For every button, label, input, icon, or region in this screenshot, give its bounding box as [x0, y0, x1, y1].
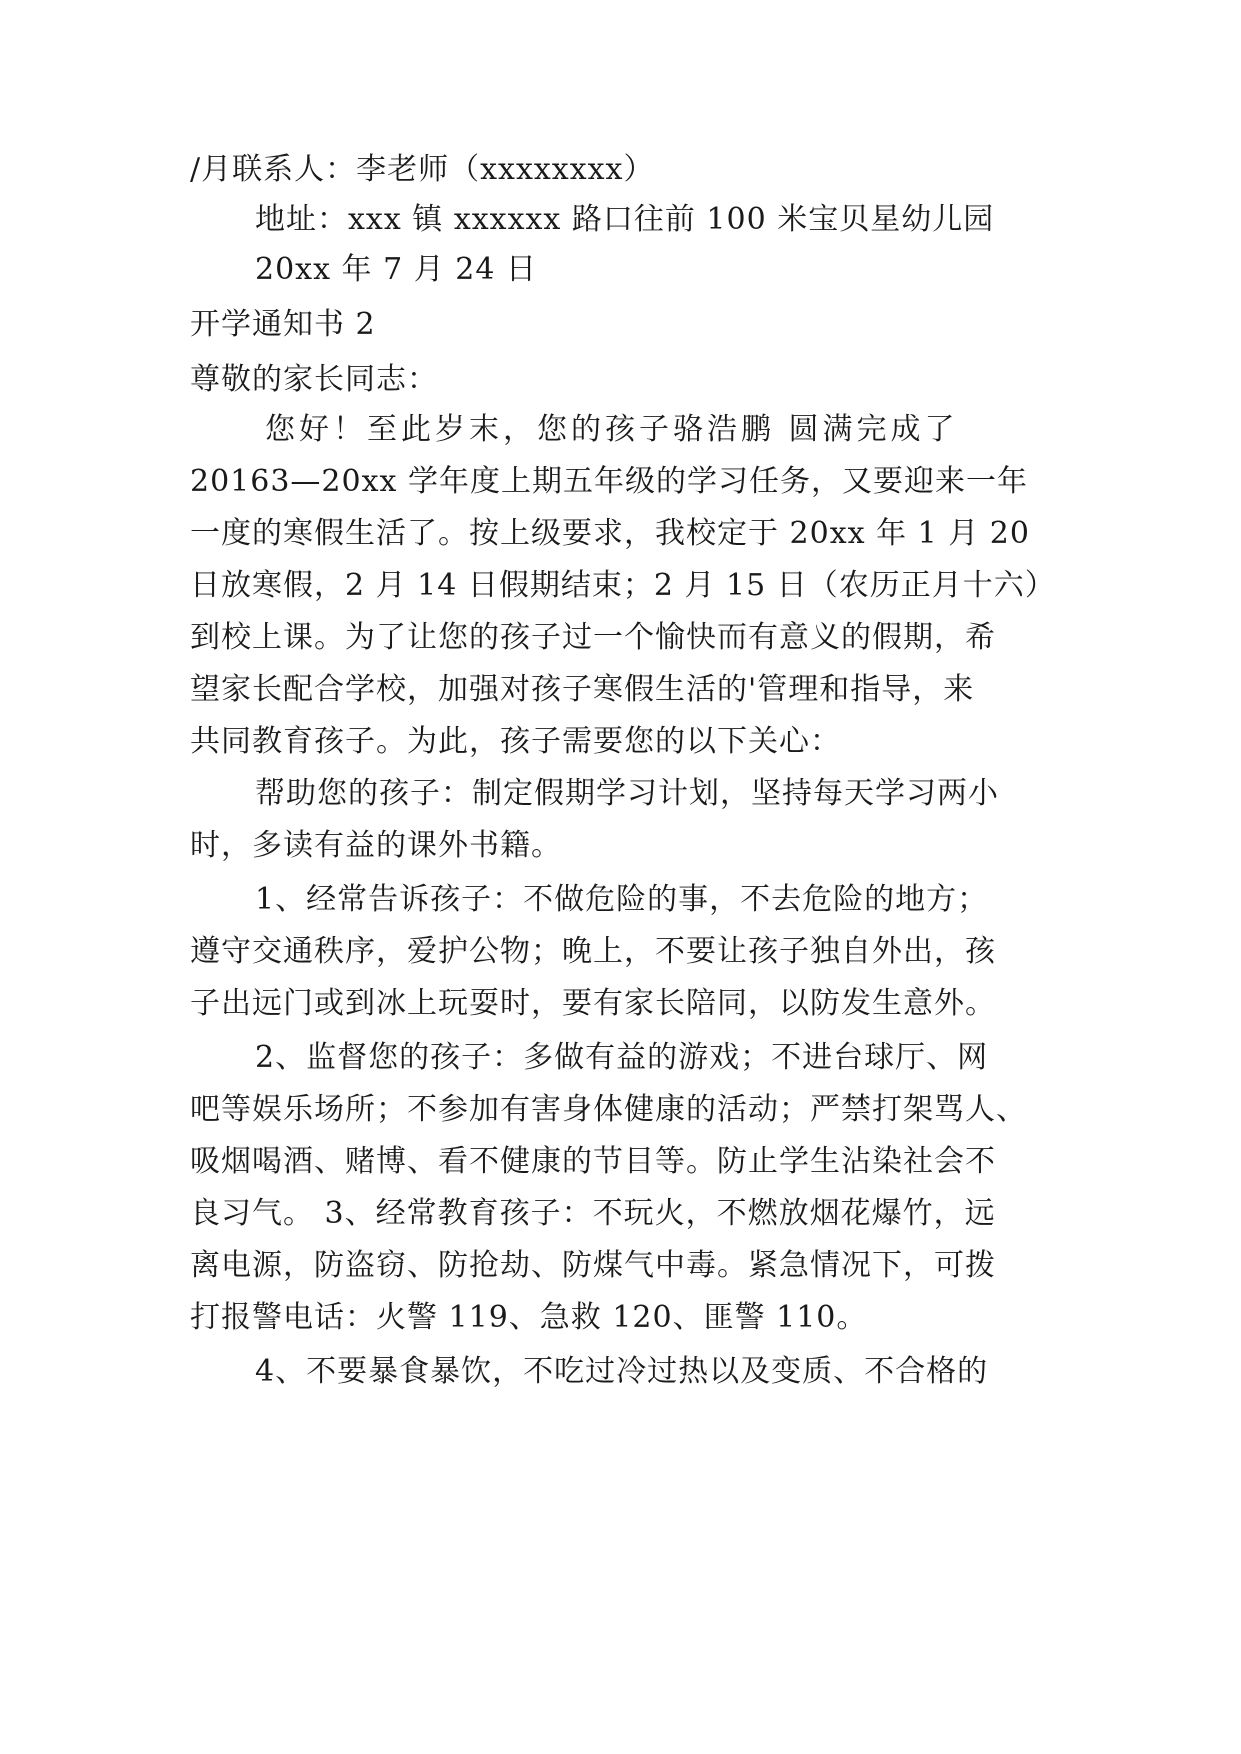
paragraph-line: 20163—20xx 学年度上期五年级的学习任务，又要迎来一年	[190, 464, 1028, 499]
list-item-4: 4、不要暴食暴饮，不吃过冷过热以及变质、不合格的	[255, 1354, 989, 1389]
paragraph-line: 您好！至此岁末，您的孩子骆浩鹏 圆满完成了	[265, 412, 959, 447]
list-item-1: 1、经常告诉孩子：不做危险的事，不去危险的地方；	[255, 882, 989, 917]
paragraph-line: 时，多读有益的课外书籍。	[190, 828, 562, 863]
paragraph-line: 帮助您的孩子：制定假期学习计划，坚持每天学习两小	[255, 776, 999, 811]
section-title: 开学通知书 2	[190, 307, 376, 342]
paragraph-line: 子出远门或到冰上玩耍时，要有家长陪同，以防发生意外。	[190, 986, 996, 1021]
paragraph-line: 望家长配合学校，加强对孩子寒假生活的'管理和指导，来	[190, 672, 975, 707]
contact-line: /月联系人：李老师（xxxxxxxx）	[190, 152, 655, 187]
paragraph-line: 到校上课。为了让您的孩子过一个愉快而有意义的假期，希	[190, 620, 996, 655]
paragraph-line: 日放寒假，2 月 14 日假期结束；2 月 15 日（农历正月十六）	[190, 568, 1056, 603]
paragraph-line: 吸烟喝酒、赌博、看不健康的节目等。防止学生沾染社会不	[190, 1144, 996, 1179]
list-item-2: 2、监督您的孩子：多做有益的游戏；不进台球厅、网	[255, 1040, 989, 1075]
paragraph-line: 离电源，防盗窃、防抢劫、防煤气中毒。紧急情况下，可拨	[190, 1248, 996, 1283]
emergency-numbers-line: 打报警电话：火警 119、急救 120、匪警 110。	[190, 1300, 868, 1335]
paragraph-line: 遵守交通秩序，爱护公物；晚上，不要让孩子独自外出，孩	[190, 934, 996, 969]
paragraph-line: 共同教育孩子。为此，孩子需要您的以下关心：	[190, 724, 841, 759]
salutation: 尊敬的家长同志：	[190, 362, 438, 397]
list-item-3: 良习气。 3、经常教育孩子：不玩火，不燃放烟花爆竹，远	[190, 1196, 996, 1231]
address-line: 地址：xxx 镇 xxxxxx 路口往前 100 米宝贝星幼儿园	[255, 202, 995, 237]
date-line: 20xx 年 7 月 24 日	[255, 252, 537, 287]
paragraph-line: 一度的寒假生活了。按上级要求，我校定于 20xx 年 1 月 20	[190, 516, 1030, 551]
paragraph-line: 吧等娱乐场所；不参加有害身体健康的活动；严禁打架骂人、	[190, 1092, 1027, 1127]
